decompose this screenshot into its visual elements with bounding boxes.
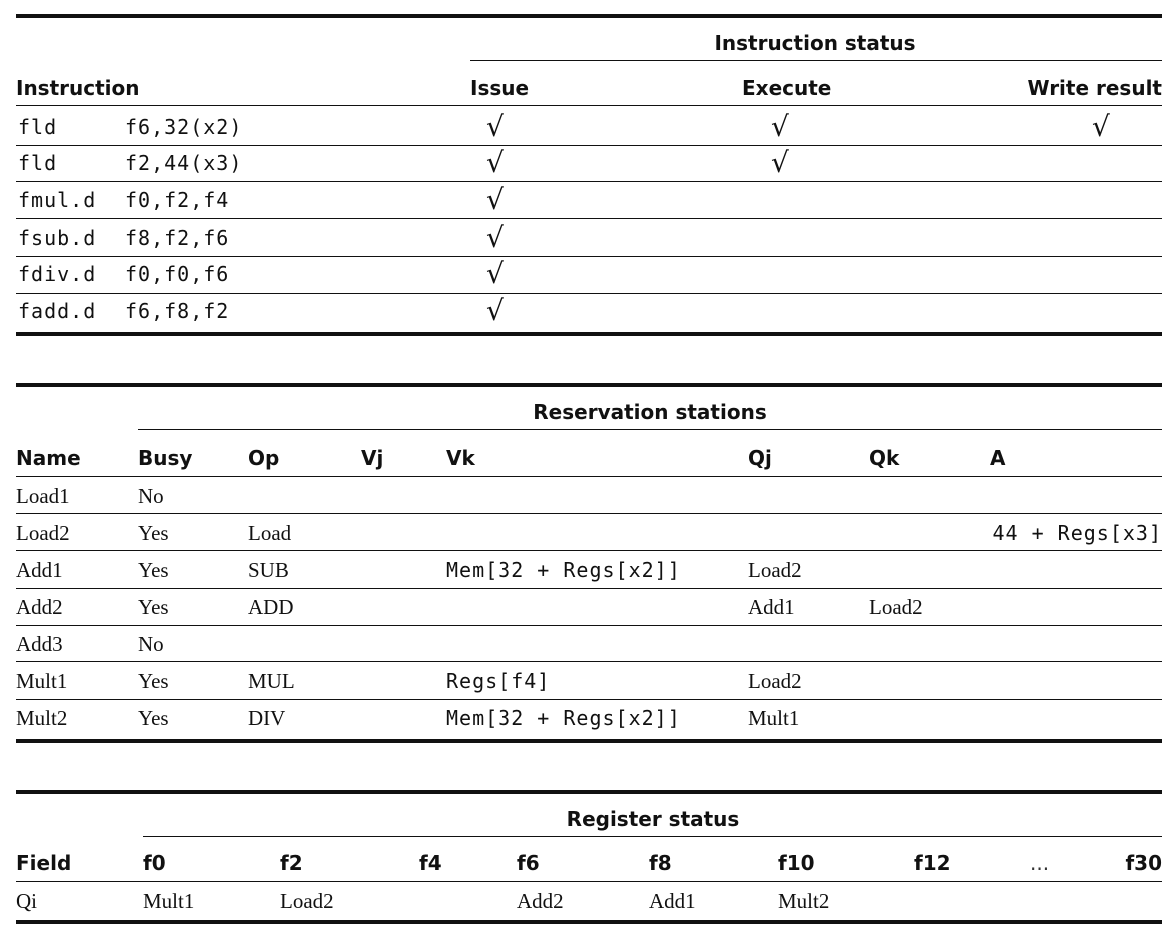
station-busy: Yes (138, 595, 169, 619)
instruction-operands: f2,44(x3) (125, 151, 243, 175)
header-issue: Issue (470, 76, 530, 100)
instruction-op: fld (18, 151, 58, 175)
issue-check: √ (486, 294, 504, 327)
instruction-operands: f0,f2,f4 (125, 188, 230, 212)
station-name: Add1 (16, 558, 63, 582)
header-rule (16, 881, 1162, 882)
station-busy: No (138, 632, 164, 656)
register-label: f12 (914, 851, 951, 875)
group-underline (470, 60, 1162, 61)
qi-value: Add2 (517, 889, 564, 913)
header-execute: Execute (742, 76, 832, 100)
instruction-operands: f0,f0,f6 (125, 262, 230, 286)
instruction-op: fdiv.d (18, 262, 97, 286)
station-name: Mult1 (16, 669, 68, 693)
register-status-group-title: Register status (566, 807, 740, 831)
register-label: f4 (419, 851, 442, 875)
register-label: f0 (143, 851, 166, 875)
station-vk: Mem[32 + Regs[x2]] (446, 558, 681, 582)
register-label: f2 (280, 851, 303, 875)
header-vk: Vk (446, 446, 475, 470)
row-divider (16, 145, 1162, 146)
write-result-check: √ (1092, 110, 1110, 143)
row-divider (16, 181, 1162, 182)
register-label: f30 (1125, 851, 1162, 875)
header-qj: Qj (748, 446, 772, 470)
station-op: ADD (248, 595, 294, 619)
station-name: Mult2 (16, 706, 68, 730)
station-busy: No (138, 484, 164, 508)
table-top-rule (16, 790, 1162, 794)
table-bottom-rule (16, 332, 1162, 336)
group-underline (143, 836, 1162, 837)
station-busy: Yes (138, 706, 169, 730)
header-busy: Busy (138, 446, 193, 470)
execute-check: √ (771, 146, 789, 179)
instruction-op: fadd.d (18, 299, 97, 323)
station-op: SUB (248, 558, 289, 582)
register-label: f8 (649, 851, 672, 875)
qi-value: Load2 (280, 889, 334, 913)
station-a: 44 + Regs[x3] (992, 521, 1162, 545)
station-name: Load1 (16, 484, 70, 508)
station-vk: Mem[32 + Regs[x2]] (446, 706, 681, 730)
table-bottom-rule (16, 739, 1162, 743)
row-divider (16, 550, 1162, 551)
header-a: A (990, 446, 1006, 470)
register-label: f6 (517, 851, 540, 875)
station-name: Add3 (16, 632, 63, 656)
instruction-operands: f6,f8,f2 (125, 299, 230, 323)
header-vj: Vj (361, 446, 384, 470)
table-top-rule (16, 14, 1162, 18)
instruction-status-group-title: Instruction status (714, 31, 916, 55)
header-qk: Qk (869, 446, 900, 470)
issue-check: √ (486, 110, 504, 143)
execute-check: √ (771, 110, 789, 143)
instruction-op: fld (18, 115, 58, 139)
station-busy: Yes (138, 669, 169, 693)
instruction-op: fmul.d (18, 188, 97, 212)
table-bottom-rule (16, 920, 1162, 924)
station-qj: Mult1 (748, 706, 800, 730)
qi-value: Add1 (649, 889, 696, 913)
row-divider (16, 699, 1162, 700)
row-divider (16, 513, 1162, 514)
instruction-operands: f6,32(x2) (125, 115, 243, 139)
station-qj: Load2 (748, 558, 802, 582)
qi-value: Mult2 (778, 889, 830, 913)
row-divider (16, 625, 1162, 626)
header-op: Op (248, 446, 280, 470)
qi-value: Mult1 (143, 889, 195, 913)
header-rule (16, 105, 1162, 106)
header-write-result: Write result (1027, 76, 1162, 100)
instruction-operands: f8,f2,f6 (125, 226, 230, 250)
reservation-stations-group-title: Reservation stations (533, 400, 767, 424)
qi-label: Qi (16, 889, 37, 913)
register-label-ellipsis: ... (1030, 851, 1050, 875)
station-name: Add2 (16, 595, 63, 619)
station-qk: Load2 (869, 595, 923, 619)
header-name: Name (16, 446, 81, 470)
station-busy: Yes (138, 521, 169, 545)
header-instruction: Instruction (16, 76, 140, 100)
row-divider (16, 256, 1162, 257)
row-divider (16, 218, 1162, 219)
station-busy: Yes (138, 558, 169, 582)
station-qj: Add1 (748, 595, 795, 619)
row-divider (16, 661, 1162, 662)
station-vk: Regs[f4] (446, 669, 551, 693)
table-top-rule (16, 383, 1162, 387)
group-underline (138, 429, 1162, 430)
station-name: Load2 (16, 521, 70, 545)
issue-check: √ (486, 257, 504, 290)
issue-check: √ (486, 146, 504, 179)
issue-check: √ (486, 183, 504, 216)
register-label: f10 (778, 851, 815, 875)
instruction-op: fsub.d (18, 226, 97, 250)
row-divider (16, 588, 1162, 589)
station-qj: Load2 (748, 669, 802, 693)
station-op: Load (248, 521, 292, 545)
row-divider (16, 293, 1162, 294)
issue-check: √ (486, 221, 504, 254)
header-field: Field (16, 851, 72, 875)
station-op: DIV (248, 706, 286, 730)
header-rule (16, 476, 1162, 477)
station-op: MUL (248, 669, 295, 693)
